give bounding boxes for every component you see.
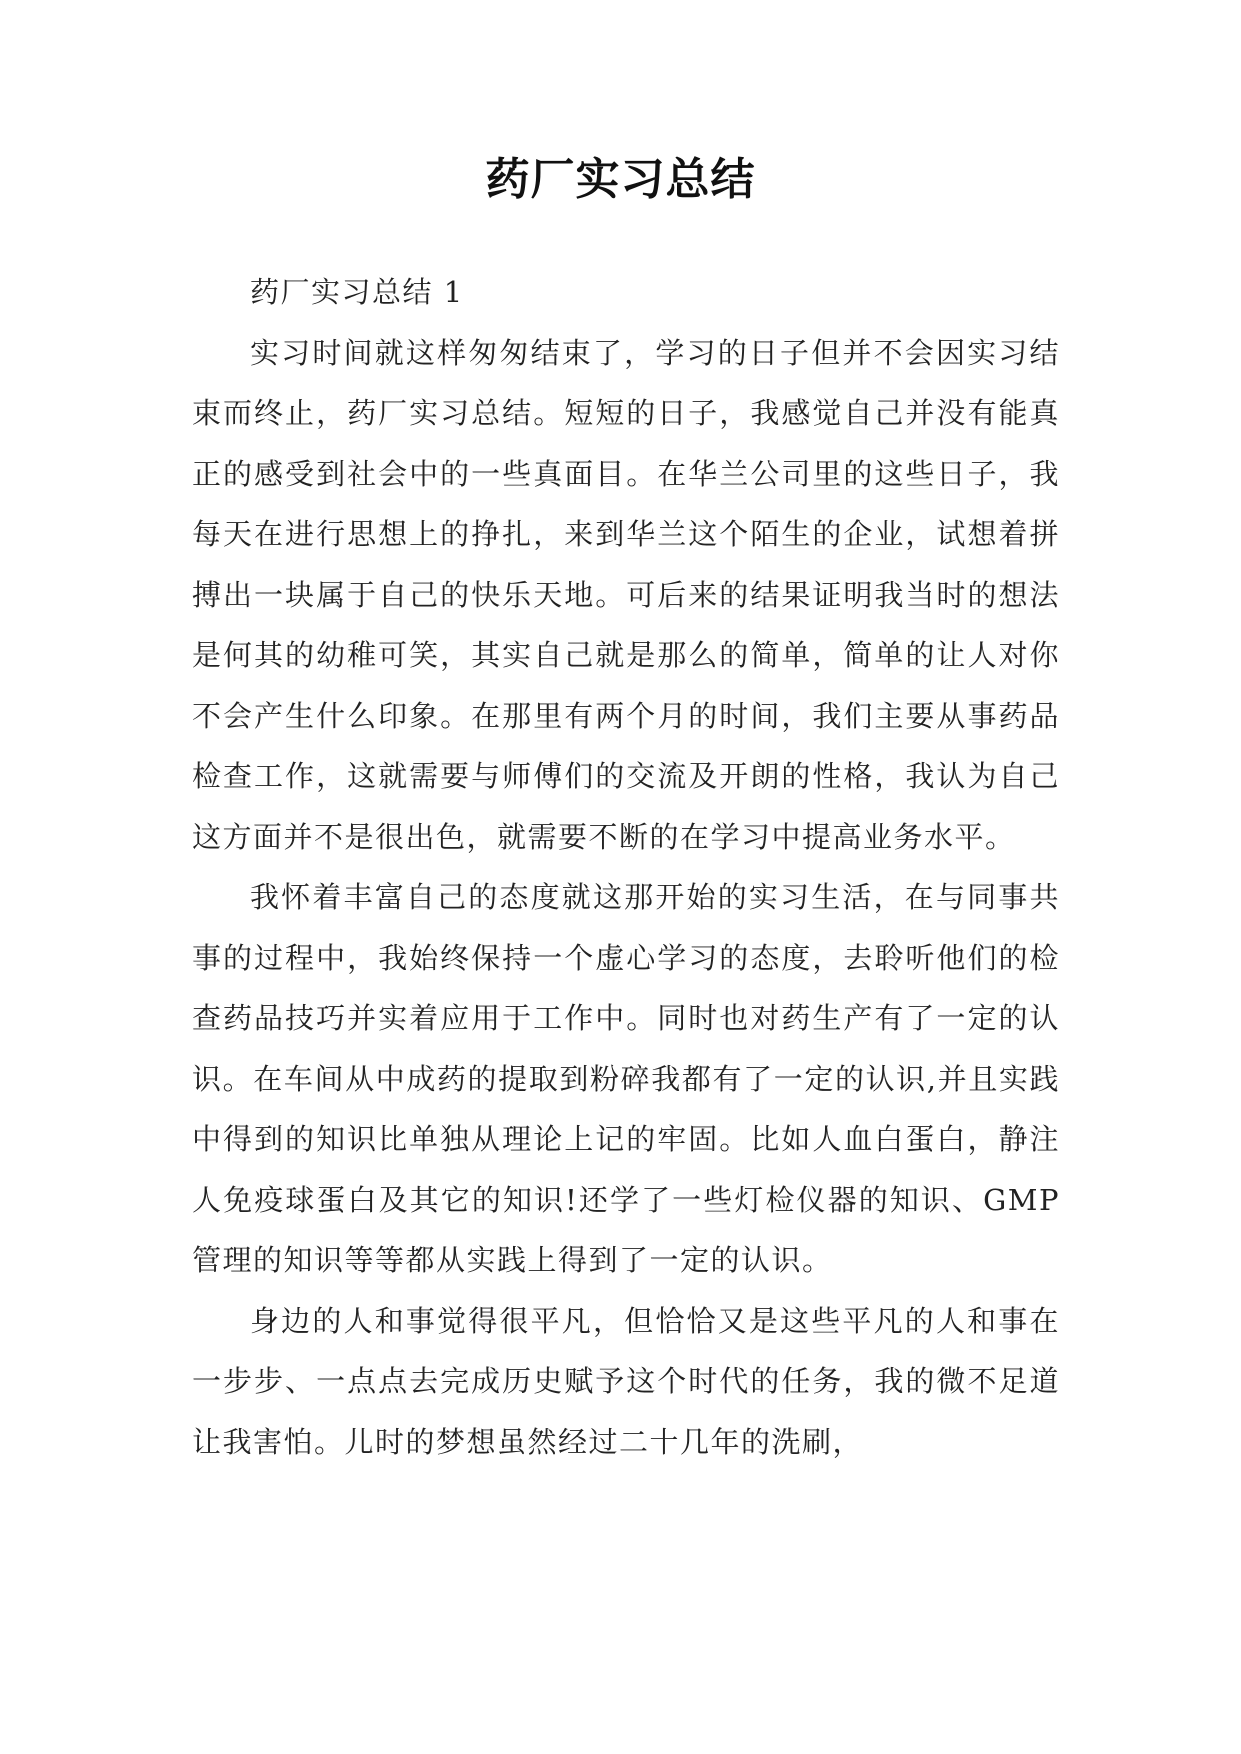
- body-paragraph: 身边的人和事觉得很平凡，但恰恰又是这些平凡的人和事在一步步、一点点去完成历史赋予这个时代的任务，我的微不足道让我害怕。儿时的梦想虽然经过二十几年的洗刷，: [192, 1303, 1060, 1459]
- document-title: 药厂实习总结: [485, 154, 756, 205]
- document-body: [192, 262, 1060, 1472]
- body-paragraph: 我怀着丰富自己的态度就这那开始的实习生活，在与同事共事的过程中，我始终保持一个虚心学习的态度，去聆听他们的检查药品技巧并实着应用于工作中。同时也对药生产有了一定的认识。在车间从中成药的提取到粉碎我都有了一定的认识,并且实践中得到的知识比单独从理论上记的牢固。比如人血白蛋白，静注人免疫球蛋白及其它的知识!还学了一些灯检仪器的知识、GMP 管理的知识等等都从实践上得到了一定的认识。: [192, 880, 1060, 1277]
- body-paragraph: 实习时间就这样匆匆结束了，学习的日子但并不会因实习结束而终止，药厂实习总结。短短的日子，我感觉自己并没有能真正的感受到社会中的一些真面目。在华兰公司里的这些日子，我每天在进行思想上的挣扎，来到华兰这个陌生的企业，试想着拼搏出一块属于自己的快乐天地。可后来的结果证明我当时的想法是何其的幼稚可笑，其实自己就是那么的简单，简单的让人对你不会产生什么印象。在那里有两个月的时间，我们主要从事药品检查工作，这就需要与师傅们的交流及开朗的性格，我认为自己这方面并不是很出色，就需要不断的在学习中提高业务水平。: [192, 335, 1060, 854]
- section-heading: 药厂实习总结 1: [250, 275, 464, 309]
